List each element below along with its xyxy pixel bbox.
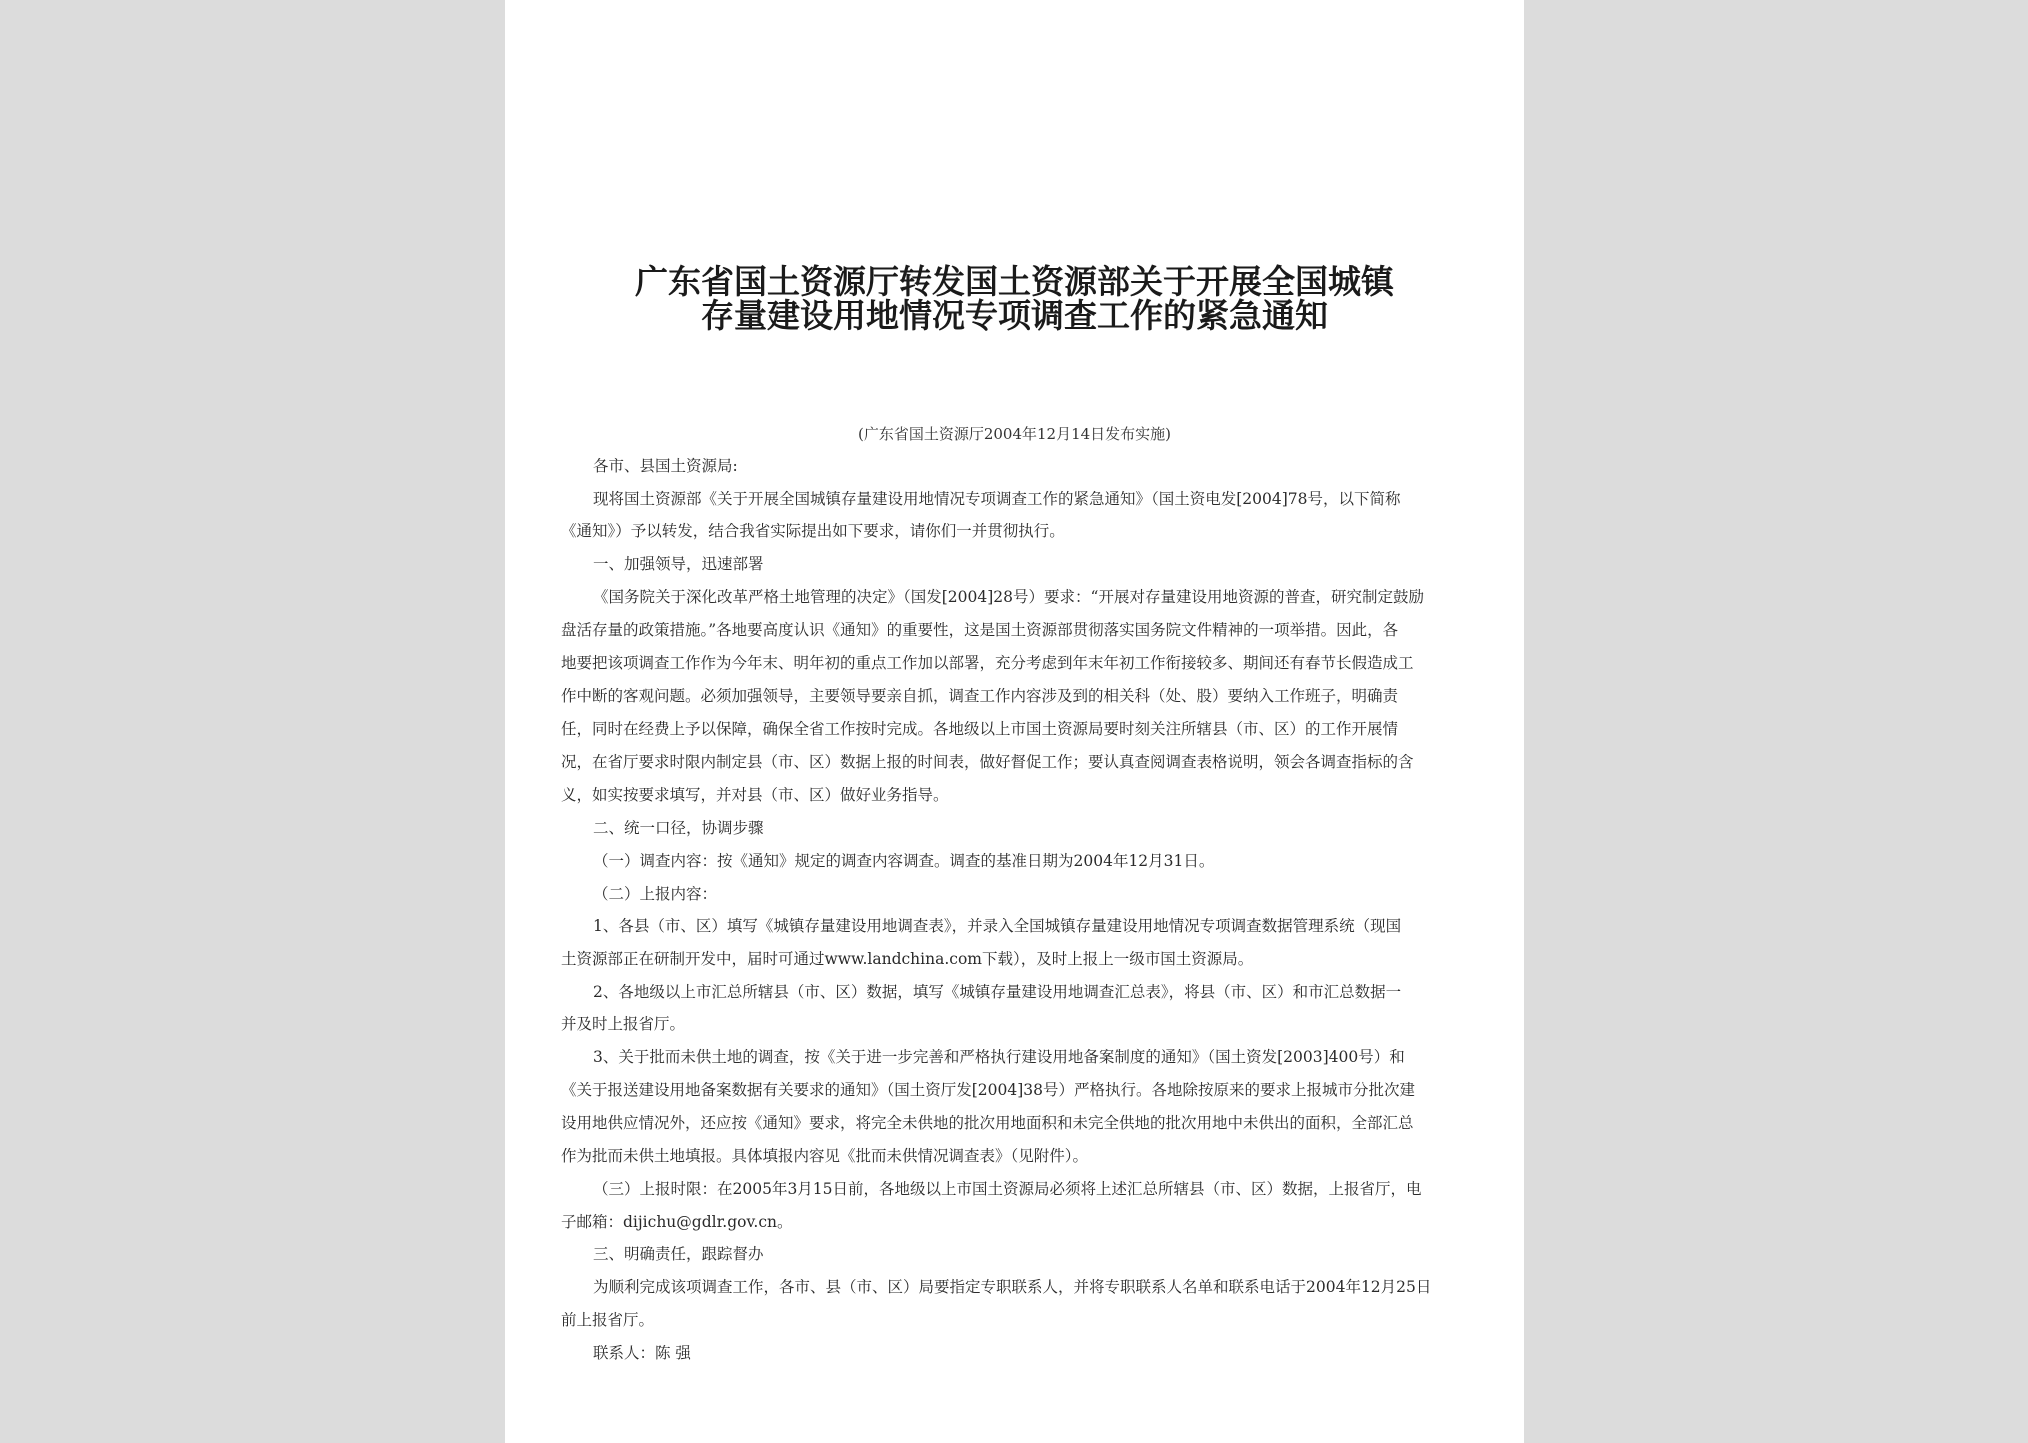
document-title-line-1: 广东省国土资源厅转发国土资源部关于开展全国城镇 [635, 262, 1394, 301]
body-line: 设用地供应情况外，还应按《通知》要求，将完全未供地的批次用地面积和未完全供地的批次用地中未供出的面积，全部汇总 [561, 1114, 1414, 1132]
document-subtitle: (广东省国土资源厅2004年12月14日发布实施) [857, 425, 1172, 443]
body-line: 义，如实按要求填写，并对县（市、区）做好业务指导。 [561, 786, 949, 804]
body-line: 一、加强领导，迅速部署 [593, 555, 764, 573]
body-line: 前上报省厅。 [561, 1311, 655, 1329]
body-line: 《国务院关于深化改革严格土地管理的决定》（国发[2004]28号）要求：“开展对存量建设用地资源的普查，研究制定鼓励 [593, 588, 1424, 606]
body-line: 联系人：陈 强 [593, 1344, 691, 1362]
body-line: 3、关于批而未供土地的调查，按《关于进一步完善和严格执行建设用地备案制度的通知》（国土资发[2003]400号）和 [593, 1048, 1405, 1066]
body-line: 1、各县（市、区）填写《城镇存量建设用地调查表》，并录入全国城镇存量建设用地情况专项调查数据管理系统（现国 [593, 917, 1402, 935]
body-line: （三）上报时限：在2005年3月15日前，各地级以上市国土资源局必须将上述汇总所辖县（市、区）数据，上报省厅，电 [593, 1180, 1422, 1198]
body-line: 《关于报送建设用地备案数据有关要求的通知》（国土资厅发[2004]38号）严格执行。各地除按原来的要求上报城市分批次建 [561, 1081, 1416, 1099]
body-line: 盘活存量的政策措施。”各地要高度认识《通知》的重要性，这是国土资源部贯彻落实国务院文件精神的一项举措。因此，各 [561, 621, 1399, 639]
document-title-line-2: 存量建设用地情况专项调查工作的紧急通知 [701, 296, 1328, 335]
body-line: 《通知》）予以转发，结合我省实际提出如下要求，请你们一并贯彻执行。 [561, 522, 1065, 540]
body-line: 作为批而未供土地填报。具体填报内容见《批而未供情况调查表》（见附件）。 [561, 1147, 1089, 1165]
body-line: 三、明确责任，跟踪督办 [593, 1245, 764, 1263]
body-line: 各市、县国土资源局: [593, 457, 738, 475]
body-line: 并及时上报省厅。 [561, 1015, 686, 1033]
body-line: （一）调查内容：按《通知》规定的调查内容调查。调查的基准日期为2004年12月31日。 [593, 852, 1215, 870]
body-line: 子邮箱：dijichu@gdlr.gov.cn。 [561, 1213, 793, 1231]
body-line: 地要把该项调查工作作为今年末、明年初的重点工作加以部署，充分考虑到年末年初工作衔接较多、期间还有春节长假造成工 [561, 654, 1414, 672]
body-line: （二）上报内容： [593, 885, 718, 903]
body-line: 2、各地级以上市汇总所辖县（市、区）数据，填写《城镇存量建设用地调查汇总表》，将县（市、区）和市汇总数据一 [593, 983, 1402, 1001]
body-line: 现将国土资源部《关于开展全国城镇存量建设用地情况专项调查工作的紧急通知》（国土资电发[2004]78号，以下简称 [593, 490, 1401, 508]
body-line: 况，在省厅要求时限内制定县（市、区）数据上报的时间表，做好督促工作；要认真查阅调查表格说明，领会各调查指标的含 [561, 753, 1414, 771]
body-line: 二、统一口径，协调步骤 [593, 819, 764, 837]
body-line: 土资源部正在研制开发中，届时可通过www.landchina.com下载），及时上报上一级市国土资源局。 [561, 950, 1254, 968]
body-line: 任，同时在经费上予以保障，确保全省工作按时完成。各地级以上市国土资源局要时刻关注所辖县（市、区）的工作开展情 [561, 720, 1399, 738]
document-page [505, 0, 1524, 1443]
body-line: 作中断的客观问题。必须加强领导，主要领导要亲自抓，调查工作内容涉及到的相关科（处、股）要纳入工作班子，明确责 [561, 687, 1399, 705]
body-line: 为顺利完成该项调查工作，各市、县（市、区）局要指定专职联系人，并将专职联系人名单和联系电话于2004年12月25日 [593, 1278, 1432, 1296]
